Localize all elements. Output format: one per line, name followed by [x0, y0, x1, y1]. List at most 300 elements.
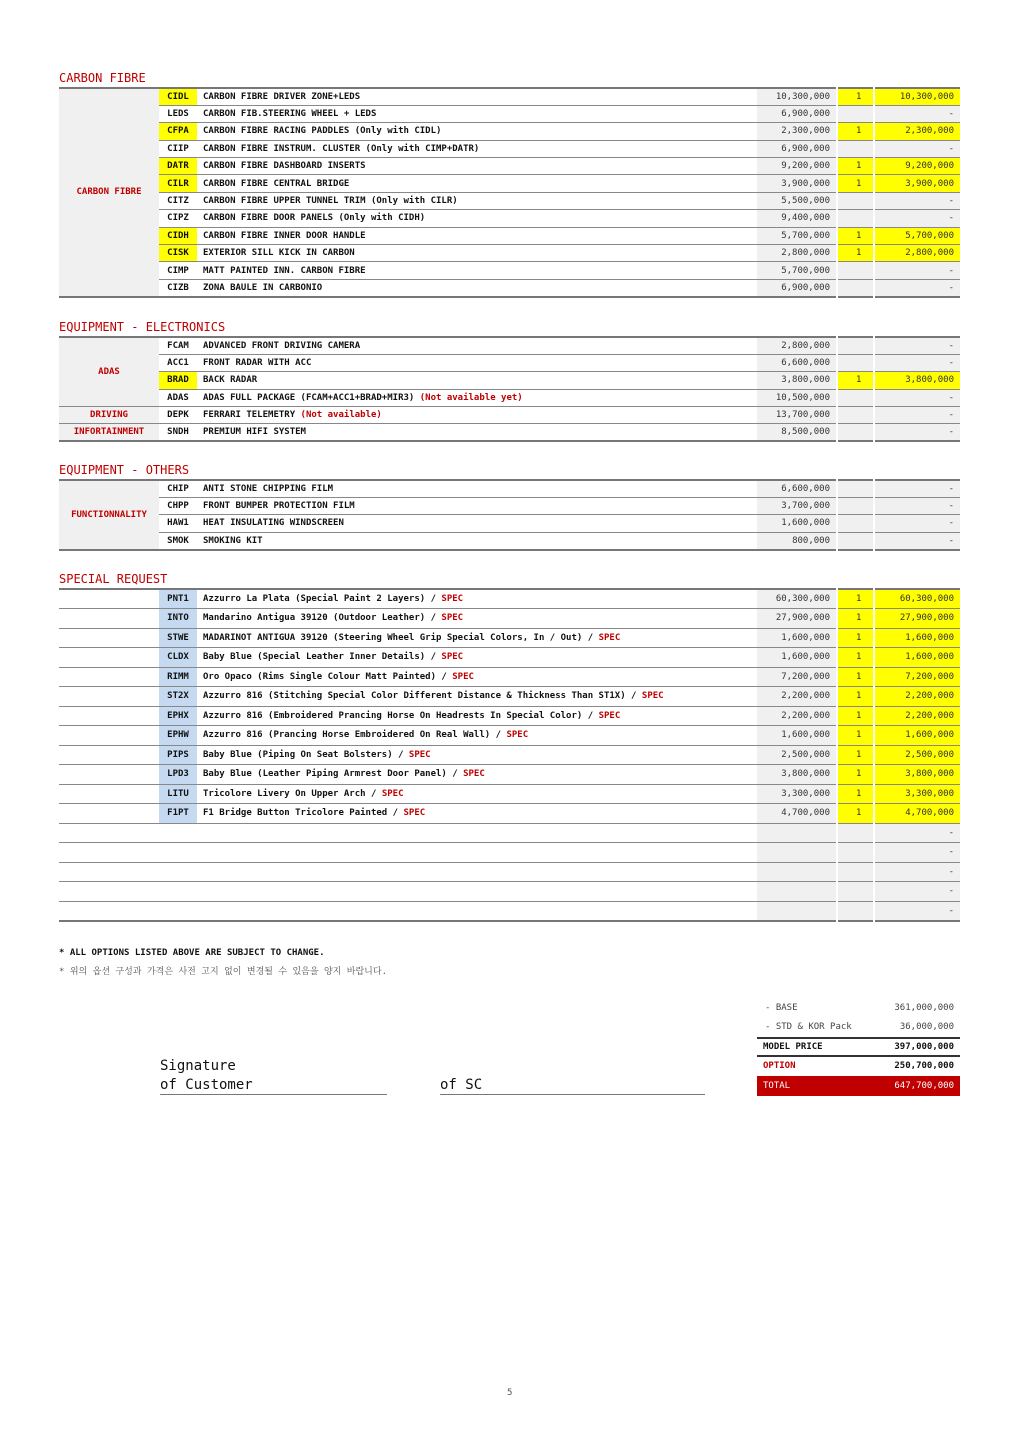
description-text: MATT PAINTED INN. CARBON FIBRE: [203, 265, 366, 276]
option-total: 4,700,000: [874, 804, 960, 824]
table-row: [59, 192, 960, 209]
description-text: CARBON FIBRE INNER DOOR HANDLE: [203, 230, 366, 241]
option-code: CIDL: [159, 88, 197, 105]
table-row: [59, 515, 960, 532]
option-quantity[interactable]: [837, 192, 874, 209]
option-description: [197, 515, 757, 532]
option-code: LITU: [159, 784, 197, 804]
description-text: CARBON FIBRE DRIVER ZONE+LEDS: [203, 91, 361, 102]
description-text: BACK RADAR: [203, 375, 258, 386]
description-text: CARBON FIBRE RACING PADDLES (Only with CIDL): [203, 126, 442, 137]
option-code: CITZ: [159, 192, 197, 209]
option-quantity[interactable]: 1: [837, 123, 874, 140]
option-price: [757, 901, 837, 921]
others-table: [59, 479, 960, 551]
option-description: [197, 140, 757, 157]
option-total: -: [874, 515, 960, 532]
option-total: -: [874, 192, 960, 209]
option-code: [159, 862, 197, 882]
category-label: ADAS: [59, 337, 159, 407]
table-row: [59, 804, 960, 824]
option-code: F1PT: [159, 804, 197, 824]
category-label: DRIVING: [59, 407, 159, 424]
option-quantity[interactable]: 1: [837, 158, 874, 175]
sc-signature-line[interactable]: [440, 1094, 705, 1095]
category-blank: [59, 843, 159, 863]
option-price: 5,500,000: [757, 192, 837, 209]
category-blank: [59, 882, 159, 902]
option-quantity[interactable]: [837, 354, 874, 371]
option-quantity[interactable]: 1: [837, 372, 874, 389]
option-price: 2,300,000: [757, 123, 837, 140]
option-code: [159, 823, 197, 843]
option-code: CLDX: [159, 648, 197, 668]
option-description: [197, 589, 757, 609]
option-total: -: [874, 497, 960, 514]
option-code: [159, 843, 197, 863]
option-total: 60,300,000: [874, 589, 960, 609]
option-code: EPHX: [159, 706, 197, 726]
empty-row: [59, 901, 960, 921]
option-quantity[interactable]: [837, 823, 874, 843]
option-total: 2,200,000: [874, 687, 960, 707]
option-description: [197, 480, 757, 497]
option-code: RIMM: [159, 667, 197, 687]
option-price: 6,900,000: [757, 140, 837, 157]
option-quantity[interactable]: [837, 337, 874, 354]
option-description: [197, 88, 757, 105]
option-quantity[interactable]: [837, 843, 874, 863]
option-code: LEDS: [159, 105, 197, 122]
description-text: Azzurro 816 (Stitching Special Color Different Distance & Thickness Than ST1X) /: [203, 691, 642, 702]
option-price: [757, 862, 837, 882]
description-text: Azzurro La Plata (Special Paint 2 Layers) /: [203, 594, 442, 604]
option-price: 800,000: [757, 532, 837, 549]
category-blank: [59, 706, 159, 726]
option-total: 2,300,000: [874, 123, 960, 140]
option-value: 250,700,000: [894, 1061, 954, 1072]
empty-row: [59, 823, 960, 843]
description-text: Azzurro 816 (Prancing Horse Embroidered On Real Wall) /: [203, 730, 507, 741]
availability-note: SPEC: [403, 808, 426, 819]
option-code: CIPZ: [159, 210, 197, 227]
table-row: [59, 337, 960, 354]
option-quantity[interactable]: 1: [837, 765, 874, 785]
option-code: CIDH: [159, 227, 197, 244]
availability-note: SPEC: [506, 730, 529, 741]
table-row: [59, 372, 960, 389]
table-row: [59, 480, 960, 497]
table-row: [59, 745, 960, 765]
availability-note: SPEC: [441, 652, 464, 663]
availability-note: SPEC: [598, 632, 621, 643]
option-quantity[interactable]: 1: [837, 88, 874, 105]
category-blank: [59, 589, 159, 609]
option-quantity[interactable]: [837, 497, 874, 514]
price-summary: [757, 998, 960, 1096]
description-text: HEAT INSULATING WINDSCREEN: [203, 518, 344, 529]
option-description: [197, 882, 757, 902]
option-total: -: [874, 210, 960, 227]
table-row: [59, 609, 960, 629]
option-code: SNDH: [159, 424, 197, 441]
availability-note: SPEC: [441, 594, 464, 604]
category-label: INFORTAINMENT: [59, 424, 159, 441]
section-title-carbon: CARBON FIBRE: [59, 71, 146, 85]
table-row: [59, 765, 960, 785]
option-code: DEPK: [159, 407, 197, 424]
base-label: - BASE: [765, 1002, 798, 1013]
option-price: 2,800,000: [757, 337, 837, 354]
table-row: [59, 140, 960, 157]
category-blank: [59, 609, 159, 629]
availability-note: SPEC: [441, 613, 464, 624]
availability-note: SPEC: [463, 769, 485, 780]
option-quantity[interactable]: [837, 424, 874, 441]
option-description: [197, 843, 757, 863]
category-blank: [59, 823, 159, 843]
option-price: 9,200,000: [757, 158, 837, 175]
table-row: [59, 389, 960, 406]
option-total: -: [874, 389, 960, 406]
description-text: Baby Blue (Special Leather Inner Details) /: [203, 652, 442, 663]
option-quantity[interactable]: [837, 210, 874, 227]
option-total: -: [874, 105, 960, 122]
category-blank: [59, 648, 159, 668]
option-description: [197, 609, 757, 629]
option-quantity[interactable]: 1: [837, 175, 874, 192]
option-total: 3,900,000: [874, 175, 960, 192]
description-text: Baby Blue (Leather Piping Armrest Door Panel) /: [203, 769, 464, 780]
option-code: [159, 882, 197, 902]
option-price: [757, 882, 837, 902]
option-quantity[interactable]: [837, 262, 874, 279]
availability-note: (Not available yet): [419, 392, 523, 403]
option-quantity[interactable]: 1: [837, 227, 874, 244]
option-description: [197, 628, 757, 648]
table-row: [59, 158, 960, 175]
option-price: 10,300,000: [757, 88, 837, 105]
pack-value: 36,000,000: [899, 1022, 954, 1033]
option-price: 3,800,000: [757, 765, 837, 785]
option-description: [197, 279, 757, 296]
section-title-special: SPECIAL REQUEST: [59, 572, 168, 586]
option-quantity[interactable]: 1: [837, 245, 874, 262]
option-price: 60,300,000: [757, 589, 837, 609]
special-request-table: [59, 588, 960, 922]
electronics-table: [59, 336, 960, 442]
table-row: [59, 227, 960, 244]
option-quantity[interactable]: 1: [837, 648, 874, 668]
option-description: [197, 337, 757, 354]
option-description: [197, 175, 757, 192]
option-quantity[interactable]: 1: [837, 687, 874, 707]
description-text: F1 Bridge Button Tricolore Painted /: [203, 808, 404, 819]
description-text: FRONT RADAR WITH ACC: [203, 358, 312, 369]
table-row: [59, 784, 960, 804]
summary-option: [757, 1057, 960, 1077]
description-text: Azzurro 816 (Embroidered Prancing Horse On Headrests In Special Color) /: [203, 710, 599, 721]
option-total: -: [874, 140, 960, 157]
option-code: CIMP: [159, 262, 197, 279]
carbon-fibre-table: [59, 87, 960, 298]
model-price-value: 397,000,000: [894, 1041, 954, 1052]
option-quantity[interactable]: [837, 389, 874, 406]
option-code: CHPP: [159, 497, 197, 514]
option-description: [197, 354, 757, 371]
description-text: MADARINOT ANTIGUA 39120 (Steering Wheel Grip Special Colors, In / Out) /: [203, 632, 599, 643]
option-total: 3,800,000: [874, 372, 960, 389]
table-row: [59, 667, 960, 687]
signature-customer-label: of Customer: [160, 1077, 253, 1093]
option-price: 2,200,000: [757, 687, 837, 707]
option-quantity[interactable]: [837, 407, 874, 424]
option-quantity[interactable]: 1: [837, 745, 874, 765]
option-total: 2,200,000: [874, 706, 960, 726]
option-total: 1,600,000: [874, 648, 960, 668]
option-total: 3,300,000: [874, 784, 960, 804]
option-code: CIIP: [159, 140, 197, 157]
option-description: [197, 823, 757, 843]
option-description: [197, 726, 757, 746]
option-description: [197, 706, 757, 726]
table-row: [59, 628, 960, 648]
option-quantity[interactable]: 1: [837, 706, 874, 726]
option-quantity[interactable]: [837, 901, 874, 921]
option-total: -: [874, 532, 960, 549]
option-total: -: [874, 901, 960, 921]
option-description: [197, 765, 757, 785]
option-price: 3,900,000: [757, 175, 837, 192]
category-blank: [59, 901, 159, 921]
option-price: 10,500,000: [757, 389, 837, 406]
option-code: PIPS: [159, 745, 197, 765]
option-code: HAW1: [159, 515, 197, 532]
option-description: [197, 227, 757, 244]
option-price: 6,900,000: [757, 279, 837, 296]
option-description: [197, 158, 757, 175]
option-code: DATR: [159, 158, 197, 175]
option-price: 13,700,000: [757, 407, 837, 424]
category-label: FUNCTIONNALITY: [59, 480, 159, 550]
availability-note: SPEC: [641, 691, 664, 702]
summary-base: [757, 998, 960, 1018]
option-code: ADAS: [159, 389, 197, 406]
option-price: 6,900,000: [757, 105, 837, 122]
option-code: ACC1: [159, 354, 197, 371]
table-row: [59, 88, 960, 105]
option-total: 2,500,000: [874, 745, 960, 765]
option-price: 8,500,000: [757, 424, 837, 441]
disclaimer-english: * ALL OPTIONS LISTED ABOVE ARE SUBJECT TO CHANGE.: [59, 948, 325, 958]
description-text: FRONT BUMPER PROTECTION FILM: [203, 501, 355, 512]
option-description: [197, 262, 757, 279]
option-description: [197, 784, 757, 804]
option-price: 6,600,000: [757, 480, 837, 497]
option-code: CISK: [159, 245, 197, 262]
option-code: CFPA: [159, 123, 197, 140]
availability-note: (Not available): [300, 410, 382, 421]
page-number: 5: [507, 1388, 513, 1398]
option-label: OPTION: [763, 1061, 796, 1072]
option-quantity[interactable]: 1: [837, 628, 874, 648]
option-description: [197, 105, 757, 122]
option-price: 4,700,000: [757, 804, 837, 824]
option-description: [197, 424, 757, 441]
availability-note: SPEC: [598, 710, 621, 721]
table-row: [59, 726, 960, 746]
table-row: [59, 123, 960, 140]
disclaimer-notes: [59, 944, 387, 982]
description-text: ADVANCED FRONT DRIVING CAMERA: [203, 340, 361, 351]
table-row: [59, 245, 960, 262]
table-row: [59, 687, 960, 707]
availability-note: SPEC: [381, 788, 404, 799]
table-row: [59, 354, 960, 371]
option-code: LPD3: [159, 765, 197, 785]
availability-note: SPEC: [452, 671, 474, 682]
pack-label: - STD & KOR Pack: [765, 1022, 852, 1033]
empty-row: [59, 843, 960, 863]
description-text: CARBON FIBRE DASHBOARD INSERTS: [203, 161, 366, 172]
table-row: [59, 532, 960, 549]
option-price: 5,700,000: [757, 227, 837, 244]
option-code: CILR: [159, 175, 197, 192]
option-description: [197, 192, 757, 209]
option-code: STWE: [159, 628, 197, 648]
option-quantity[interactable]: 1: [837, 667, 874, 687]
option-code: SMOK: [159, 532, 197, 549]
description-text: CARBON FIBRE DOOR PANELS (Only with CIDH): [203, 213, 426, 224]
option-description: [197, 407, 757, 424]
description-text: SMOKING KIT: [203, 535, 263, 546]
total-value: 647,700,000: [894, 1080, 954, 1091]
option-description: [197, 687, 757, 707]
model-price-label: MODEL PRICE: [763, 1041, 823, 1052]
category-blank: [59, 862, 159, 882]
option-description: [197, 804, 757, 824]
option-quantity[interactable]: 1: [837, 784, 874, 804]
table-row: [59, 279, 960, 296]
option-quantity[interactable]: [837, 105, 874, 122]
option-total: 7,200,000: [874, 667, 960, 687]
summary-model-price: [757, 1037, 960, 1057]
option-price: 2,200,000: [757, 706, 837, 726]
option-total: -: [874, 843, 960, 863]
option-price: 3,300,000: [757, 784, 837, 804]
description-text: ANTI STONE CHIPPING FILM: [203, 483, 334, 494]
option-code: PNT1: [159, 589, 197, 609]
table-row: [59, 210, 960, 227]
customer-signature-line[interactable]: [160, 1094, 387, 1095]
option-price: [757, 823, 837, 843]
category-label: CARBON FIBRE: [59, 88, 159, 297]
option-quantity[interactable]: 1: [837, 726, 874, 746]
option-code: CIZB: [159, 279, 197, 296]
option-total: 10,300,000: [874, 88, 960, 105]
option-quantity[interactable]: [837, 515, 874, 532]
option-price: 9,400,000: [757, 210, 837, 227]
option-quantity[interactable]: 1: [837, 589, 874, 609]
category-blank: [59, 765, 159, 785]
option-total: -: [874, 882, 960, 902]
signature-heading: Signature: [160, 1058, 236, 1074]
option-total: 1,600,000: [874, 726, 960, 746]
description-text: Tricolore Livery On Upper Arch /: [203, 788, 382, 799]
description-text: PREMIUM HIFI SYSTEM: [203, 427, 306, 438]
description-text: ZONA BAULE IN CARBONIO: [203, 282, 323, 293]
category-blank: [59, 745, 159, 765]
description-text: Oro Opaco (Rims Single Colour Matt Painted) /: [203, 671, 453, 682]
option-total: -: [874, 407, 960, 424]
signature-sc-label: of SC: [440, 1077, 483, 1093]
option-price: 1,600,000: [757, 648, 837, 668]
option-price: 6,600,000: [757, 354, 837, 371]
option-price: 1,600,000: [757, 515, 837, 532]
description-text: Mandarino Antigua 39120 (Outdoor Leather) /: [203, 613, 442, 624]
disclaimer-korean: * 위의 옵션 구성과 가격은 사전 고지 없이 변경될 수 있음을 양지 바랍니다.: [59, 967, 387, 977]
category-blank: [59, 804, 159, 824]
option-total: -: [874, 337, 960, 354]
option-price: 2,800,000: [757, 245, 837, 262]
description-text: CARBON FIBRE UPPER TUNNEL TRIM (Only with CILR): [203, 196, 458, 207]
option-description: [197, 648, 757, 668]
option-description: [197, 667, 757, 687]
option-description: [197, 497, 757, 514]
base-value: 361,000,000: [894, 1002, 954, 1013]
empty-row: [59, 882, 960, 902]
option-price: [757, 843, 837, 863]
option-description: [197, 245, 757, 262]
option-code: BRAD: [159, 372, 197, 389]
option-total: 2,800,000: [874, 245, 960, 262]
option-total: -: [874, 424, 960, 441]
option-price: 3,800,000: [757, 372, 837, 389]
option-code: [159, 901, 197, 921]
option-quantity[interactable]: [837, 480, 874, 497]
option-price: 27,900,000: [757, 609, 837, 629]
category-blank: [59, 687, 159, 707]
table-row: [59, 407, 960, 424]
option-description: [197, 372, 757, 389]
option-quantity[interactable]: [837, 140, 874, 157]
option-quantity[interactable]: [837, 532, 874, 549]
option-quantity[interactable]: 1: [837, 609, 874, 629]
option-total: -: [874, 354, 960, 371]
option-description: [197, 745, 757, 765]
option-description: [197, 210, 757, 227]
option-code: CHIP: [159, 480, 197, 497]
category-blank: [59, 667, 159, 687]
option-total: 27,900,000: [874, 609, 960, 629]
option-quantity[interactable]: [837, 862, 874, 882]
option-description: [197, 532, 757, 549]
option-total: -: [874, 262, 960, 279]
option-total: -: [874, 480, 960, 497]
description-text: Baby Blue (Piping On Seat Bolsters) /: [203, 749, 409, 760]
option-quantity[interactable]: [837, 882, 874, 902]
table-row: [59, 589, 960, 609]
description-text: ADAS FULL PACKAGE (FCAM+ACC1+BRAD+MIR3): [203, 392, 420, 403]
option-price: 1,600,000: [757, 726, 837, 746]
option-quantity[interactable]: [837, 279, 874, 296]
summary-total: [757, 1076, 960, 1096]
option-quantity[interactable]: 1: [837, 804, 874, 824]
option-description: [197, 862, 757, 882]
option-code: FCAM: [159, 337, 197, 354]
section-title-electronics: EQUIPMENT - ELECTRONICS: [59, 320, 226, 334]
description-text: CARBON FIBRE CENTRAL BRIDGE: [203, 178, 350, 189]
